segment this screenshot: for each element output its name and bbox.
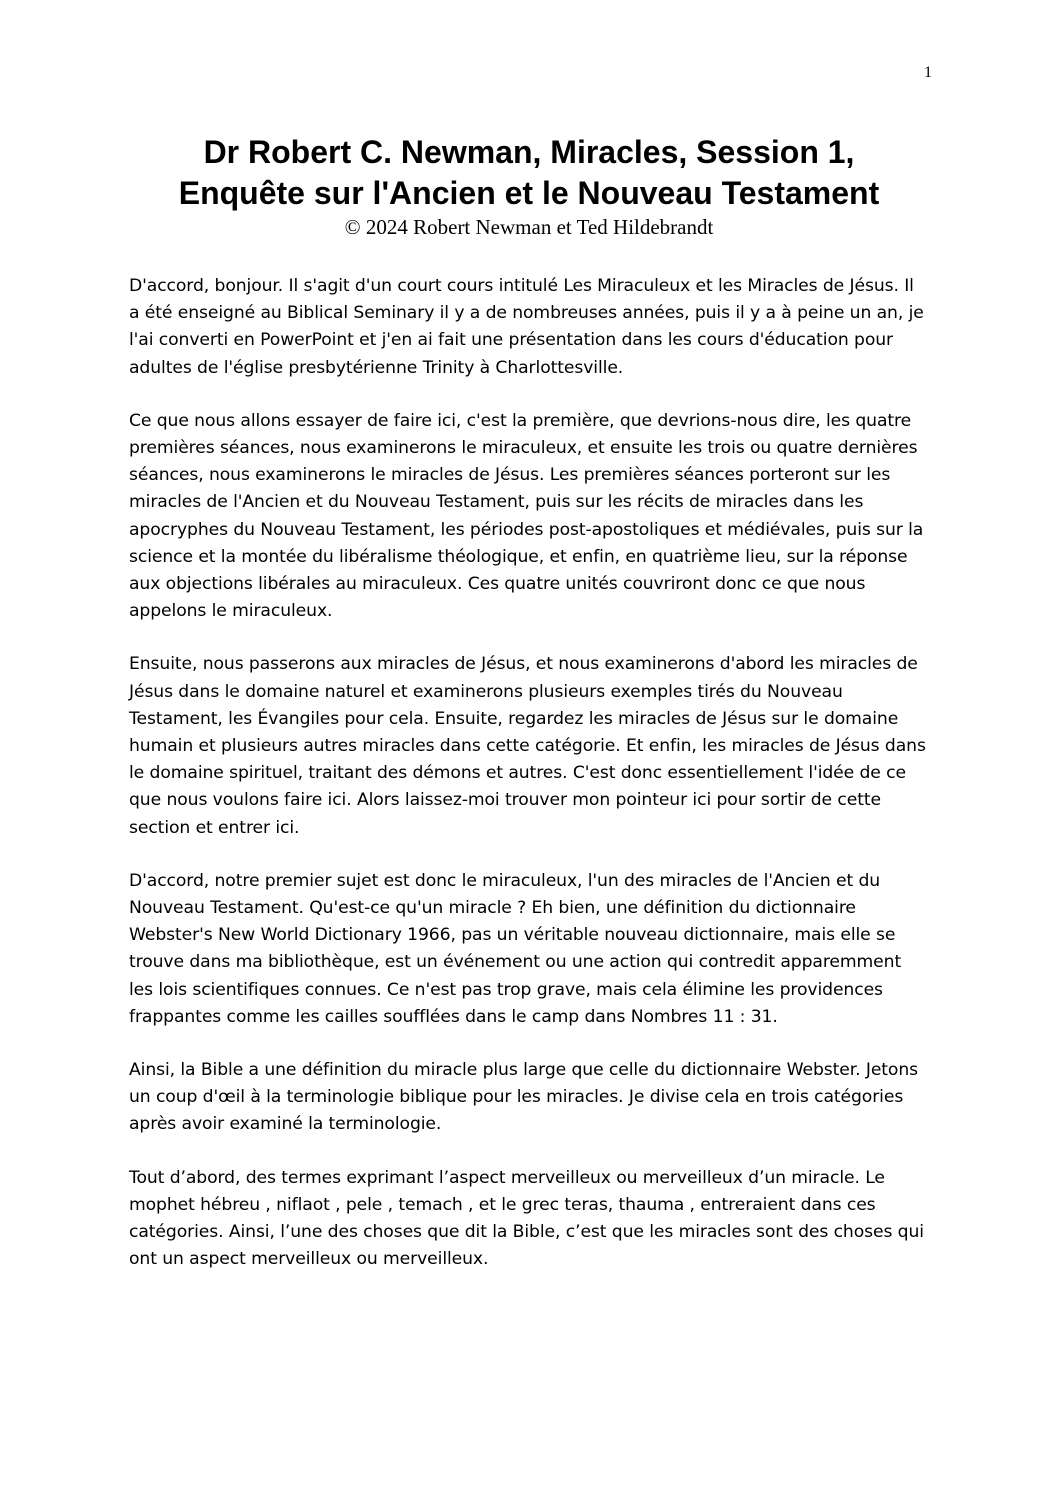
page-number: 1 [924, 64, 932, 81]
paragraph: Ce que nous allons essayer de faire ici, c'est la première, que devrions-nous dire, les quatre premières séances, nous examinerons le miraculeux, et ensuite les trois ou quatre dernières séances, nous examinerons le miracles de Jésus. Les premières séances porteront sur les miracles de l'Ancien et du Nouveau Testament, puis sur les récits de miracles dans les apocryphes du Nouveau Testament, les périodes post-apostoliques et médiévales, puis sur la science et la montée du libéralisme théologique, et enfin, en quatrième lieu, sur la réponse aux objections libérales au miraculeux. Ces quatre unités couvriront donc ce que nous appelons le miraculeux. [129, 410, 924, 622]
title-block [0, 132, 1058, 239]
paragraph: D'accord, bonjour. Il s'agit d'un court cours intitulé Les Miraculeux et les Miracles de Jésus. Il a été enseigné au Biblical Seminary il y a de nombreuses années, puis il y a à peine un an, je l'ai converti en PowerPoint et j'en ai fait une présentation dans les cours d'éducation pour adultes de l'église presbytérienne Trinity à Charlottesville. [129, 276, 924, 378]
copyright-line: © 2024 Robert Newman et Ted Hildebrandt [344, 215, 714, 239]
paragraph: D'accord, notre premier sujet est donc le miraculeux, l'un des miracles de l'Ancien et du Nouveau Testament. Qu'est-ce qu'un miracle ? Eh bien, une définition du dictionnaire Webster's New World Dictionary 1966, pas un véritable nouveau dictionnaire, mais elle se trouve dans ma bibliothèque, est un événement ou une action qui contredit apparemment les lois scientifiques connues. Ce n'est pas trop grave, mais cela élimine les providences frappantes comme les cailles soufflées dans le camp dans Nombres 11 : 31. [129, 870, 902, 1027]
paragraph: Ainsi, la Bible a une définition du miracle plus large que celle du dictionnaire Webster. Jetons un coup d'œil à la terminologie biblique pour les miracles. Je divise cela en trois catégories après avoir examiné la terminologie. [129, 1060, 918, 1135]
document-title-line-1: Dr Robert C. Newman, Miracles, Session 1, [203, 134, 855, 170]
transcript-body [129, 273, 929, 1300]
paragraph: Ensuite, nous passerons aux miracles de Jésus, et nous examinerons d'abord les miracles de Jésus dans le domaine naturel et examinerons plusieurs exemples tirés du Nouveau Testament, les Évangiles pour cela. Ensuite, regardez les miracles de Jésus sur le domaine humain et plusieurs autres miracles dans cette catégorie. Et enfin, les miracles de Jésus dans le domaine spirituel, traitant des démons et autres. C'est donc essentiellement l'idée de ce que nous voulons faire ici. Alors laissez-moi trouver mon pointeur ici pour sortir de cette section et entrer ici. [129, 654, 926, 838]
paragraph: Tout d’abord, des termes exprimant l’aspect merveilleux ou merveilleux d’un miracle. Le mophet hébreu , niflaot , pele , temach , et le grec teras, thauma , entreraient dans ces catégories. Ainsi, l’une des choses que dit la Bible, c’est que les miracles sont des choses qui ont un aspect merveilleux ou merveilleux. [129, 1167, 924, 1270]
document-title-line-2: Enquête sur l'Ancien et le Nouveau Testament [178, 175, 880, 211]
